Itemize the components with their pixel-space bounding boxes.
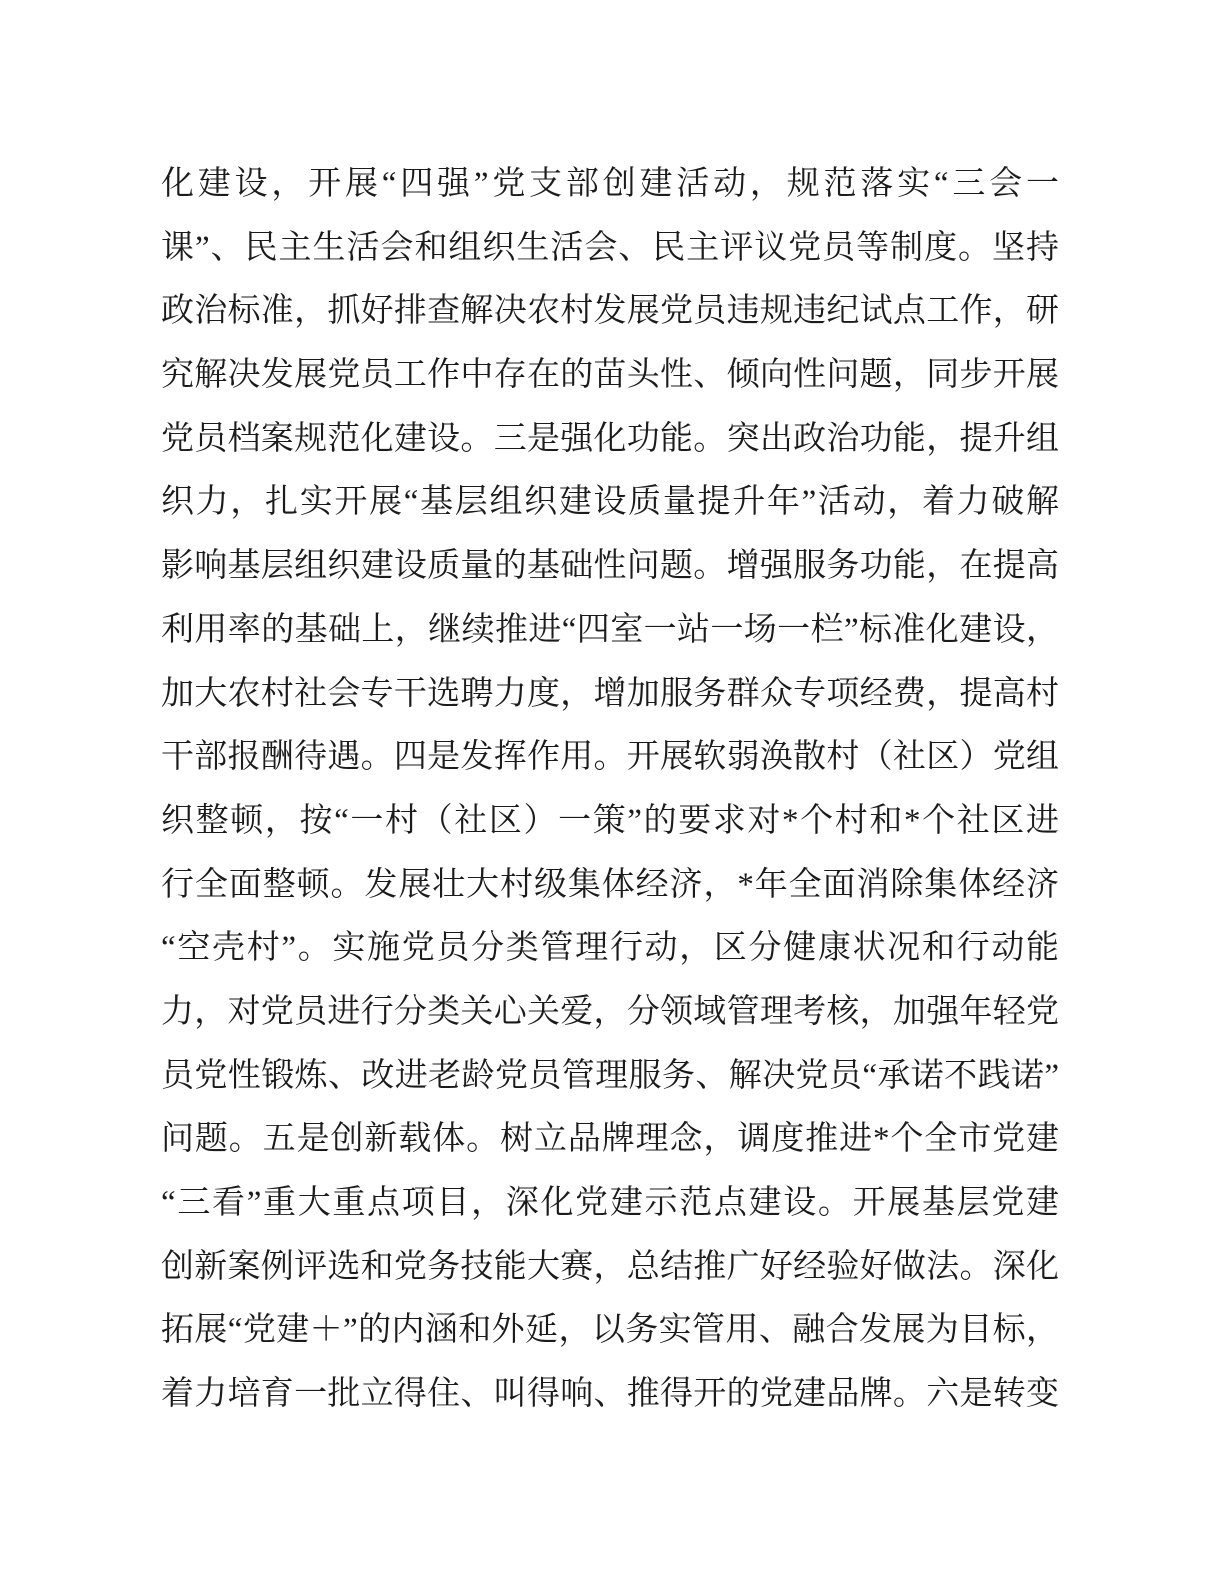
text-line-9: 加大农村社会专干选聘力度，增加服务群众专项经费，提高村 <box>161 675 1059 712</box>
text-line-8: 利用率的基础上，继续推进“四室一站一场一栏”标准化建设， <box>161 611 1059 648</box>
text-line-14: 力，对党员进行分类关心关爱，分领域管理考核，加强年轻党 <box>161 993 1059 1030</box>
text-line-7: 影响基层组织建设质量的基础性问题。增强服务功能，在提高 <box>161 548 1059 585</box>
text-line-5: 党员档案规范化建设。三是强化功能。突出政治功能，提升组 <box>161 420 1059 457</box>
text-line-12: 行全面整顿。发展壮大村级集体经济，*年全面消除集体经济 <box>161 866 1059 903</box>
text-line-2: 课”、民主生活会和组织生活会、民主评议党员等制度。坚持 <box>161 229 1059 266</box>
text-line-15: 员党性锻炼、改进老龄党员管理服务、解决党员“承诺不践诺” <box>161 1057 1059 1094</box>
text-line-20: 着力培育一批立得住、叫得响、推得开的党建品牌。六是转变 <box>161 1376 1059 1413</box>
text-line-11: 织整顿，按“一村（社区）一策”的要求对*个村和*个社区进 <box>161 802 1059 839</box>
text-line-4: 究解决发展党员工作中存在的苗头性、倾向性问题，同步开展 <box>161 357 1059 394</box>
text-line-3: 政治标准，抓好排查解决农村发展党员违规违纪试点工作，研 <box>161 293 1059 330</box>
text-line-18: 创新案例评选和党务技能大赛，总结推广好经验好做法。深化 <box>161 1248 1059 1285</box>
text-line-17: “三看”重大重点项目，深化党建示范点建设。开展基层党建 <box>161 1185 1059 1221</box>
text-line-6: 织力，扎实开展“基层组织建设质量提升年”活动，着力破解 <box>161 484 1059 521</box>
text-line-13: “空壳村”。实施党员分类管理行动，区分健康状况和行动能 <box>161 930 1059 967</box>
text-line-19: 拓展“党建＋”的内涵和外延，以务实管用、融合发展为目标， <box>161 1312 1059 1349</box>
paragraph-text-block <box>161 153 1059 1427</box>
text-line-1: 化建设，开展“四强”党支部创建活动，规范落实“三会一 <box>161 166 1059 202</box>
text-line-16: 问题。五是创新载体。树立品牌理念，调度推进*个全市党建 <box>161 1121 1059 1158</box>
text-line-10: 干部报酬待遇。四是发挥作用。开展软弱涣散村（社区）党组 <box>161 739 1059 776</box>
